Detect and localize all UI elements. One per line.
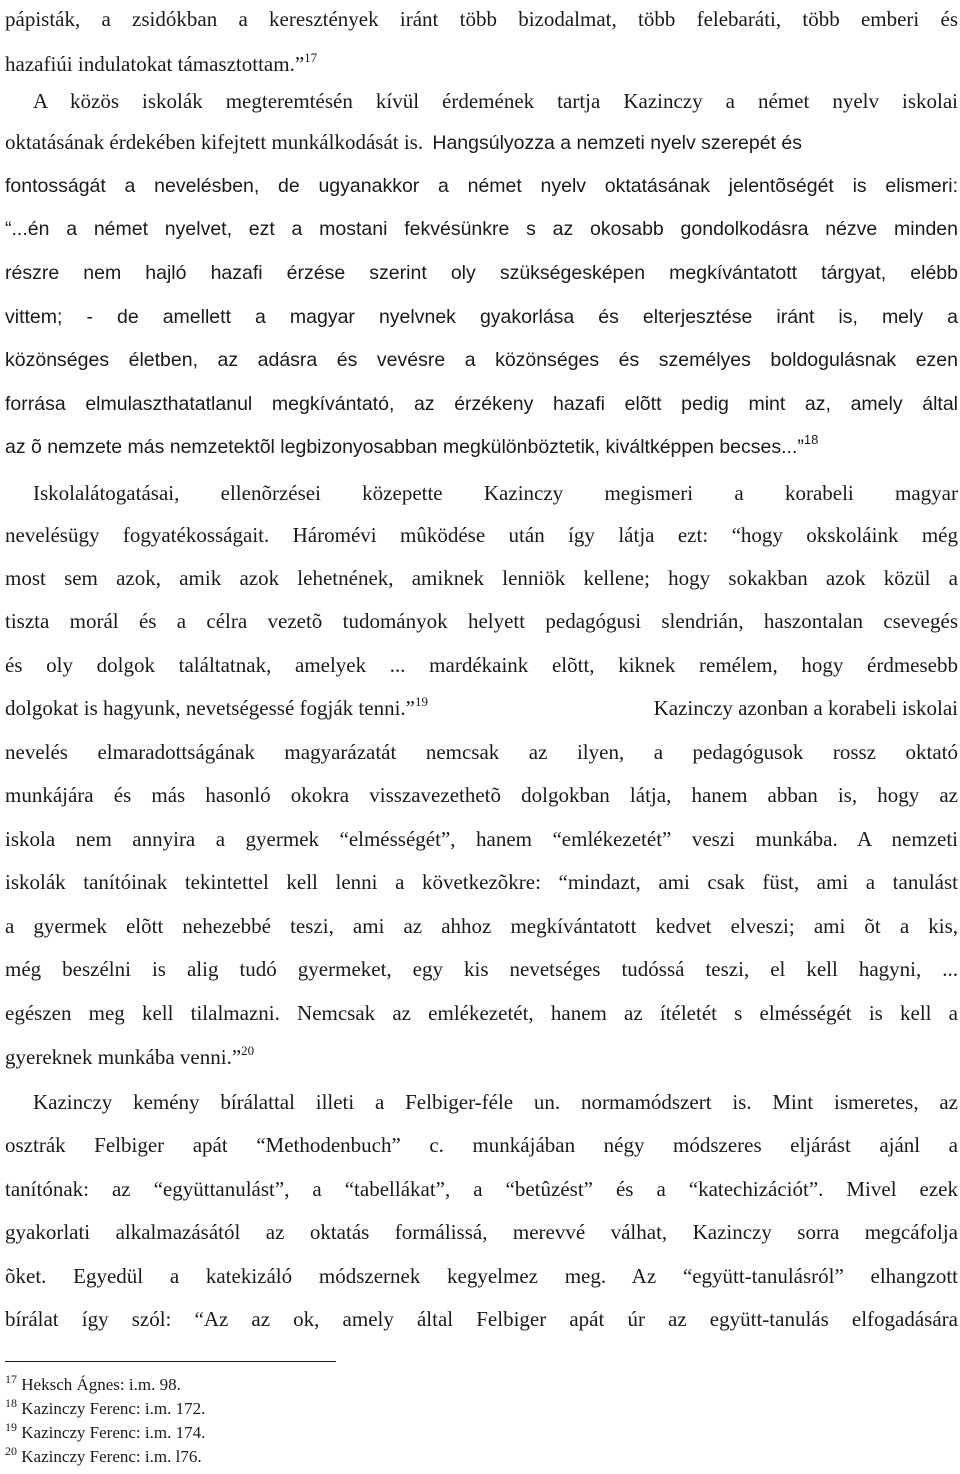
footnote-19 xyxy=(5,1420,206,1443)
text-line: osztrák Felbiger apát “Methodenbuch” c. munkájában négy módszeres eljárást ajánl a xyxy=(5,1133,958,1157)
text-line: forrása elmulaszthatatlanul megkívántató, az érzékeny hazafi elõtt pedig mint az, amely által xyxy=(5,393,958,415)
footnote-number: 19 xyxy=(5,1420,17,1434)
text-run: Hangsúlyozza a nemzeti nyelv szerepét és xyxy=(432,132,802,154)
text-line: Kazinczy kemény bírálattal illeti a Felbiger-féle un. normamódszert is. Mint ismeretes, az xyxy=(33,1090,958,1114)
text-line: pápisták, a zsidókban a keresztények iránt több bizodalmat, több felebaráti, több emberi és xyxy=(5,7,958,31)
text-line: iskola nem annyira a gyermek “elmésségét”, hanem “emlékezetét” veszi munkába. A nemzeti xyxy=(5,827,958,851)
text-run: hazafiúi indulatokat támasztottam.” xyxy=(5,52,305,76)
text-line: fontosságát a nevelésben, de ugyanakkor a német nyelv oktatásának jelentõségét is elismeri: xyxy=(5,175,958,197)
footnote-number: 18 xyxy=(5,1396,17,1410)
text-line: gyakorlati alkalmazásától az oktatás formálissá, merevvé válhat, Kazinczy sorra megcáfolja xyxy=(5,1220,958,1244)
text-line: A közös iskolák megteremtésén kívül érdemének tartja Kazinczy a német nyelv iskolai xyxy=(33,89,958,113)
text-line: részre nem hajló hazafi érzése szerint oly szükségesképen megkívántatott tárgyat, elébb xyxy=(5,262,958,284)
footnote-ref-19: 19 xyxy=(414,694,428,709)
footnote-separator xyxy=(5,1361,336,1362)
text-line: munkájára és más hasonló okokra visszavezethetõ dolgokban látja, hanem abban is, hogy az xyxy=(5,783,958,807)
text-run: dolgokat is hagyunk, nevetségessé fogják tenni.” xyxy=(5,696,415,720)
footnote-text: Kazinczy Ferenc: i.m. l76. xyxy=(21,1447,202,1466)
footnote-number: 17 xyxy=(5,1372,17,1386)
text-line: a gyermek elõtt nehezebbé teszi, ami az ahhoz megkívántatott kedvet elveszi; ami õt a kis, xyxy=(5,914,958,938)
footnote-20 xyxy=(5,1444,202,1467)
text-line: nevelés elmaradottságának magyarázatát nemcsak az ilyen, a pedagógusok rossz oktató xyxy=(5,740,958,764)
footnote-text: Heksch Ágnes: i.m. 98. xyxy=(21,1375,181,1394)
footnote-number: 20 xyxy=(5,1444,17,1458)
footnote-ref-20: 20 xyxy=(241,1043,255,1058)
text-line: Iskolalátogatásai, ellenõrzései közepette Kazinczy megismeri a korabeli magyar xyxy=(33,481,958,505)
text-line: bírálat így szól: “Az az ok, amely által Felbiger apát úr az együtt-tanulás elfogadására xyxy=(5,1307,958,1331)
text-line: tiszta morál és a célra vezetõ tudományok helyett pedagógusi slendrián, haszontalan csevegés xyxy=(5,609,958,633)
footnote-18 xyxy=(5,1396,206,1419)
footnote-ref-18: 18 xyxy=(803,432,819,447)
text-line: vittem; - de amellett a magyar nyelvnek gyakorlása és elterjesztése iránt is, mely a xyxy=(5,306,958,328)
text-line: nevelésügy fogyatékosságait. Háromévi mûködése után így látja ezt: “hogy okskoláink még xyxy=(5,523,958,547)
footnote-17 xyxy=(5,1372,181,1395)
text-line xyxy=(5,434,958,460)
text-line: még beszélni is alig tudó gyermeket, egy kis nevetséges tudóssá teszi, el kell hagyni, ... xyxy=(5,957,958,981)
footnote-text: Kazinczy Ferenc: i.m. 174. xyxy=(21,1423,206,1442)
footnote-text: Kazinczy Ferenc: i.m. 172. xyxy=(21,1399,206,1418)
text-run: gyereknek munkába venni.” xyxy=(5,1045,242,1069)
text-run: oktatásának érdekében kifejtett munkálkodását is. xyxy=(5,130,424,154)
text-line: közönséges életben, az adásra és vevésre a közönséges és személyes boldogulásnak ezen xyxy=(5,349,958,371)
text-line xyxy=(5,51,958,77)
text-line: tanítónak: az “együttanulást”, a “tabellákat”, a “betûzést” és a “katechizációt”. Mivel ezek xyxy=(5,1177,958,1201)
text-run: Kazinczy azonban a korabeli iskolai xyxy=(653,696,958,720)
text-line: õket. Egyedül a katekizáló módszernek kegyelmez meg. Az “együtt-tanulásról” elhangzott xyxy=(5,1264,958,1288)
footnote-ref-17: 17 xyxy=(304,50,318,65)
text-line: most sem azok, amik azok lehetnének, amiknek lenniök kellene; hogy sokakban azok közül a xyxy=(5,566,958,590)
text-run xyxy=(5,695,428,721)
text-line: iskolák tanítóinak tekintettel kell lenni a következõkre: “mindazt, ami csak füst, ami a tanulást xyxy=(5,870,958,894)
text-line: egészen meg kell tilalmazni. Nemcsak az emlékezetét, hanem az ítéletét s elmésségét is kell a xyxy=(5,1001,958,1025)
text-run: az õ nemzete más nemzetektõl legbizonyosabban megkülönböztetik, kiváltképpen becses...” xyxy=(5,436,804,458)
text-line xyxy=(5,129,958,156)
text-line xyxy=(5,1044,958,1070)
text-line xyxy=(5,695,958,721)
text-line: és oly dolgok találtatnak, amelyek ... mardékaink elõtt, kiknek remélem, hogy érdmesebb xyxy=(5,653,958,677)
text-line: “...én a német nyelvet, ezt a mostani fekvésünkre s az okosabb gondolkodásra nézve minden xyxy=(5,218,958,240)
